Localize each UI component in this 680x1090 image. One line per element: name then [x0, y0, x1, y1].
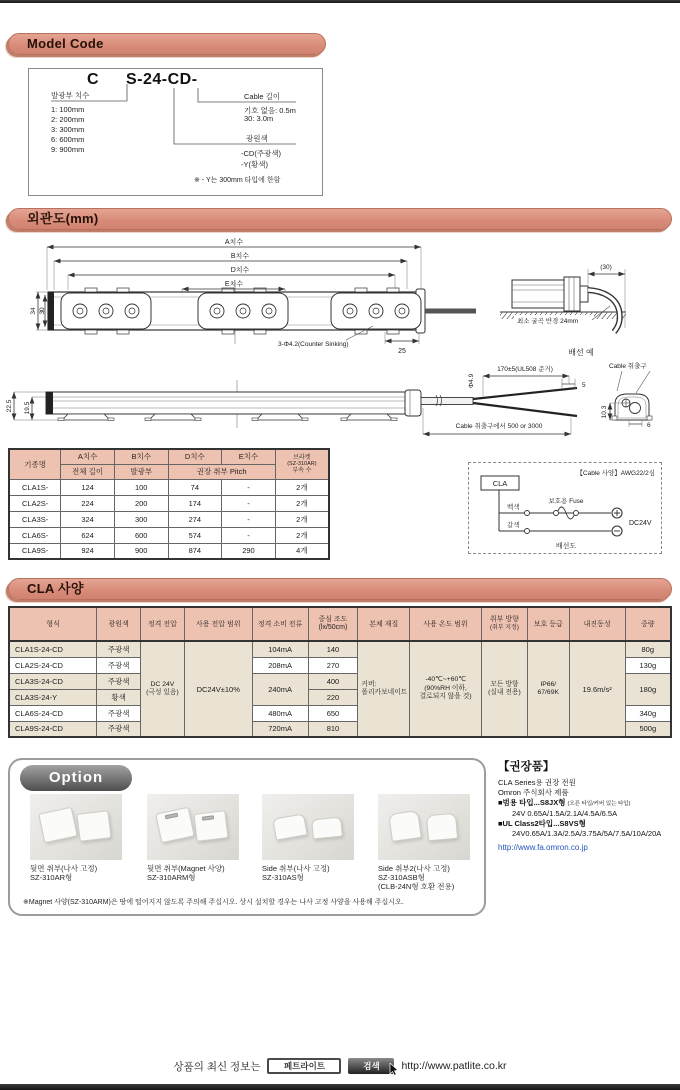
- plus-terminal-icon: [612, 508, 622, 518]
- section-title: 외관도(mm): [27, 211, 99, 226]
- cell: 174: [168, 495, 222, 511]
- section-title: CLA 사양: [27, 581, 84, 596]
- cell-model: CLA2S-24-CD: [9, 657, 97, 673]
- wiring-example-caption: 배선 예: [568, 348, 594, 357]
- dim-label-cable-length: 170±5(UL508 준거): [497, 366, 553, 373]
- size-option: 1: 100mm: [51, 105, 85, 114]
- dim-label-30-paren: (30): [600, 264, 612, 271]
- recommended-line: [498, 798, 676, 809]
- col-header-mount: [482, 607, 528, 641]
- voltage-value: DC 24V: [150, 680, 175, 688]
- option-box: [8, 758, 486, 916]
- col-header-bracket: [275, 449, 329, 479]
- dimension-table: [8, 448, 330, 560]
- search-input[interactable]: 페트라이트: [267, 1058, 341, 1074]
- dim-label-22-5: 22.5: [6, 399, 13, 413]
- cell-vibration: 19.6m/s²: [569, 641, 625, 737]
- lux-label: 중심 조도: [318, 615, 348, 623]
- table-header-row: [9, 607, 671, 641]
- wiring-example-drawing: [486, 260, 676, 362]
- dim-label-cable-dia: Φ4.9: [468, 373, 475, 388]
- col-header-weight: 중량: [625, 607, 671, 641]
- subheader-pitch: 권장 취부 Pitch: [168, 464, 275, 479]
- cell: 400: [308, 673, 358, 689]
- bracket-qty-label: 부속 수: [292, 467, 312, 474]
- col-header-type: 형식: [9, 607, 97, 641]
- option-caption: [262, 864, 330, 882]
- table-row: [9, 527, 329, 543]
- cell: 720mA: [252, 721, 308, 737]
- minus-terminal-icon: [612, 526, 622, 536]
- recommended-line: 24V0.65A/1.3A/2.5A/3.75A/5A/7.5A/10A/20A: [512, 829, 662, 838]
- voltage-label: DC24V: [629, 520, 652, 527]
- cell: 2개: [275, 479, 329, 495]
- cell: 80g: [625, 641, 671, 657]
- cell: 104mA: [252, 641, 308, 657]
- cable-outlet-distance-label: Cable 취출구에서 500 or 3000: [455, 423, 543, 430]
- cell: 600: [114, 527, 168, 543]
- mounting-foot: [58, 414, 397, 421]
- cell: 2개: [275, 527, 329, 543]
- bracket-part: [272, 813, 307, 840]
- bracket-label: 브라켓: [293, 454, 311, 461]
- col-header-ip: 보호 등급: [527, 607, 569, 641]
- led-module: [198, 288, 288, 334]
- recommended-line: ■UL Class2타입...S8VS형: [498, 819, 586, 828]
- cell: 274: [168, 511, 222, 527]
- cell: 324: [61, 511, 115, 527]
- table-row: [9, 641, 671, 657]
- spec-table: [8, 606, 672, 738]
- option-product-photo: [262, 794, 354, 860]
- cable-outlet-label: Cable 취출구: [609, 363, 647, 370]
- model-code-note: ※ - Y는 300mm 타입에 한함: [194, 177, 281, 184]
- color-option: -Y(황색): [241, 160, 268, 169]
- dim-label-5: 5: [582, 382, 586, 389]
- top-view-drawing: [28, 234, 478, 356]
- cursor-icon: [389, 1063, 399, 1076]
- option-caption-model: SZ-310ARM형: [147, 873, 196, 882]
- cell: 270: [308, 657, 358, 673]
- page-top-edge: [0, 0, 680, 3]
- cell: 74: [168, 479, 222, 495]
- cell: 924: [61, 543, 115, 559]
- page-bottom-edge: [0, 1084, 680, 1090]
- bend-radius-label: 최소 굴곡 반경 24mm: [517, 318, 579, 325]
- dim-label-b: B치수: [230, 253, 250, 260]
- col-header-model: 기종명: [9, 449, 61, 479]
- recommended-line: CLA Series용 권장 전원: [498, 778, 576, 787]
- color-option: -CD(주광색): [241, 149, 282, 158]
- option-caption-line: 뒷면 취부(나사 고정): [30, 864, 98, 873]
- ip-value1: IP66/: [540, 680, 557, 688]
- cell-model: CLA9S-: [9, 543, 61, 559]
- ip-value2: 67/69K: [537, 689, 560, 696]
- size-option: 2: 200mm: [51, 115, 85, 124]
- patlite-url-link[interactable]: http://www.patlite.co.kr: [401, 1060, 507, 1072]
- size-label: 발광부 치수: [51, 91, 90, 100]
- dim-label-10-3: 10.3: [601, 405, 608, 419]
- cell: 624: [61, 527, 115, 543]
- cable-spec-label: 【Cable 사양】AWG22/2심: [576, 470, 655, 477]
- recommended-line: 24V 0.65A/1.5A/2.1A/4.5A/6.5A: [512, 809, 618, 818]
- temp-note2: 결로되지 않을 것): [419, 693, 472, 701]
- table-row: [9, 495, 329, 511]
- option-product-photo: [30, 794, 122, 860]
- dim-label-a: A치수: [224, 239, 244, 246]
- option-caption-model: SZ-310AR형: [30, 873, 73, 882]
- cell-model: CLA3S-24-Y: [9, 689, 97, 705]
- cell: 340g: [625, 705, 671, 721]
- option-caption-model: SZ-310AS형: [262, 873, 304, 882]
- option-caption-note: (CLB-24N형 호환 전용): [378, 882, 455, 891]
- col-header-lux: [308, 607, 358, 641]
- cell: 874: [168, 543, 222, 559]
- led-module: [331, 288, 421, 334]
- wiring-diagram-caption: 배선도: [555, 543, 577, 550]
- option-caption: [378, 864, 454, 891]
- table-header-row: [9, 449, 329, 464]
- model-code-prefix: C: [87, 71, 100, 88]
- search-button[interactable]: [348, 1058, 394, 1074]
- wiring-diagram: [469, 463, 661, 553]
- dim-label-e: E치수: [224, 281, 244, 288]
- cell: 4개: [275, 543, 329, 559]
- cell-model: CLA1S-24-CD: [9, 641, 97, 657]
- wire-white-label: 백색: [507, 504, 520, 511]
- col-header-material: 본체 재질: [358, 607, 410, 641]
- dim-label-25: 25: [398, 348, 406, 355]
- table-row: [9, 511, 329, 527]
- dim-label-30: 30: [39, 307, 46, 315]
- cell: 220: [308, 689, 358, 705]
- footer-text: 상품의 최신 정보는: [173, 1060, 261, 1073]
- material-label: 커버:: [361, 680, 377, 688]
- option-caption-line: 뒷면 취부(Magnet 사양): [147, 864, 225, 873]
- option-caption: [30, 864, 97, 882]
- col-header-color: 광원색: [97, 607, 141, 641]
- mount-value: 모든 방향: [490, 680, 519, 688]
- cell: 224: [61, 495, 115, 511]
- cell: 900: [114, 543, 168, 559]
- wire-brown-label: 갈색: [507, 522, 520, 529]
- model-code-body: S-24-CD-: [126, 71, 198, 88]
- col-header-vibration: 내진동성: [569, 607, 625, 641]
- cable-option: 기호 없음: 0.5m: [244, 106, 296, 115]
- counter-sink-label: 3-Φ4.2(Counter Sinking): [278, 341, 349, 348]
- dim-label-d: D치수: [230, 267, 250, 274]
- cell: 500g: [625, 721, 671, 737]
- size-option: 3: 300mm: [51, 125, 85, 134]
- bracket-part: [38, 807, 77, 843]
- fuse-label: 보호용 Fuse: [548, 498, 584, 505]
- section-header-spec: [8, 578, 672, 600]
- footer: [0, 1058, 680, 1074]
- cell: 주광색: [97, 721, 141, 737]
- cell: 810: [308, 721, 358, 737]
- lux-unit: (lx/50cm): [318, 624, 348, 631]
- cell-mount: [482, 641, 528, 737]
- cell: 주광색: [97, 705, 141, 721]
- col-header-b: B치수: [114, 449, 168, 464]
- option-caption: [147, 864, 225, 882]
- cell-material: [358, 641, 410, 737]
- cell: 240mA: [252, 673, 308, 705]
- temp-note1: (90%RH 이하,: [424, 684, 467, 692]
- cable-option: 30: 3.0m: [244, 114, 274, 123]
- bracket-model: (SZ-310AR): [287, 461, 317, 467]
- mount-label: 취부 방향: [489, 615, 519, 623]
- cable-length-label: Cable 길이: [244, 92, 281, 101]
- bracket-part: [76, 810, 111, 842]
- dim-label-6: 6: [647, 422, 651, 429]
- cell-model: CLA6S-24-CD: [9, 705, 97, 721]
- bracket-part: [426, 813, 458, 842]
- model-code-box: [28, 68, 323, 196]
- subheader-emitting: 발광부: [114, 464, 168, 479]
- cell: 주광색: [97, 657, 141, 673]
- section-title: Model Code: [27, 36, 104, 51]
- device-label: CLA: [492, 479, 508, 488]
- side-view-drawing: [2, 356, 678, 452]
- cell: 2개: [275, 511, 329, 527]
- cell: 100: [114, 479, 168, 495]
- cell: 200: [114, 495, 168, 511]
- cell-model: CLA9S-24-CD: [9, 721, 97, 737]
- recommended-title: 【권장품】: [498, 761, 555, 773]
- cell: 180g: [625, 673, 671, 705]
- option-product-photo: [147, 794, 239, 860]
- cell-vrange: DC24V±10%: [184, 641, 252, 737]
- section-header-outline: [8, 208, 672, 230]
- led-module: [61, 288, 151, 334]
- option-caption-model: SZ-310ASB형: [378, 873, 425, 882]
- cell: 124: [61, 479, 115, 495]
- omron-url-link[interactable]: http://www.fa.omron.co.jp: [498, 843, 588, 852]
- cell: 300: [114, 511, 168, 527]
- table-row: [9, 543, 329, 559]
- col-header-current: 정격 소비 전류: [252, 607, 308, 641]
- section-header-model-code: [8, 33, 326, 55]
- recommended-type: ■범용 타입...S8JX형: [498, 798, 566, 807]
- option-caption-line: Side 취부2(나사 고정): [378, 864, 450, 873]
- cell-ip: [527, 641, 569, 737]
- voltage-note: (극성 있음): [146, 689, 179, 696]
- size-options: [51, 105, 84, 155]
- cell: -: [222, 479, 276, 495]
- col-header-a: A치수: [61, 449, 115, 464]
- cell: -: [222, 511, 276, 527]
- cell: 황색: [97, 689, 141, 705]
- recommended-type-note: (오픈 타입/커버 있는 타입): [567, 801, 631, 807]
- end-view: [612, 394, 652, 420]
- option-section-title: Option: [20, 765, 132, 791]
- option-product-photo: [378, 794, 470, 860]
- cell-model: CLA2S-: [9, 495, 61, 511]
- cell-model: CLA3S-: [9, 511, 61, 527]
- col-header-temp: 사용 온도 범위: [410, 607, 482, 641]
- cell: 140: [308, 641, 358, 657]
- recommended-products: [498, 758, 676, 852]
- cell: 130g: [625, 657, 671, 673]
- cell-model: CLA3S-24-CD: [9, 673, 97, 689]
- subheader-total-length: 전체 길이: [61, 464, 115, 479]
- cell: 주광색: [97, 641, 141, 657]
- cell: 208mA: [252, 657, 308, 673]
- bracket-part: [388, 810, 422, 842]
- col-header-voltage: 정격 전압: [141, 607, 185, 641]
- cell: 574: [168, 527, 222, 543]
- temp-range: -40℃~+60℃: [425, 676, 466, 684]
- col-header-d: D치수: [168, 449, 222, 464]
- mount-sub: (취부 지정): [489, 625, 519, 631]
- bracket-part: [311, 816, 343, 839]
- col-header-e: E치수: [222, 449, 276, 464]
- cell: 290: [222, 543, 276, 559]
- table-row: [9, 479, 329, 495]
- wiring-diagram-box: [468, 462, 662, 554]
- size-option: 6: 600mm: [51, 135, 85, 144]
- search-button-label: 검색: [363, 1061, 380, 1071]
- material-value: 폴리카보네이트: [361, 689, 408, 696]
- recommended-line: Omron 주식회사 제품: [498, 788, 569, 797]
- mount-note: (실내 전용): [488, 689, 521, 696]
- option-note: ※Magnet 사양(SZ-310ARM)은 땅에 떨어지지 않도록 주의해 주십시오. 상시 설치할 경우는 나사 고정 사양을 사용해 주십시오.: [23, 899, 404, 906]
- cell-model: CLA1S-: [9, 479, 61, 495]
- cell: 650: [308, 705, 358, 721]
- option-caption-line: Side 취부(나사 고정): [262, 864, 330, 873]
- size-option: 9: 900mm: [51, 145, 85, 154]
- cell: -: [222, 527, 276, 543]
- dim-label-34: 34: [30, 307, 37, 315]
- cell: -: [222, 495, 276, 511]
- cell-model: CLA6S-: [9, 527, 61, 543]
- cell: 2개: [275, 495, 329, 511]
- cell: 480mA: [252, 705, 308, 721]
- color-label: 광원색: [246, 134, 268, 143]
- col-header-vrange: 사용 전압 범위: [184, 607, 252, 641]
- cell: 주광색: [97, 673, 141, 689]
- dim-label-19-5: 19.5: [24, 401, 31, 415]
- cell-voltage: [141, 641, 185, 737]
- cell-temp: [410, 641, 482, 737]
